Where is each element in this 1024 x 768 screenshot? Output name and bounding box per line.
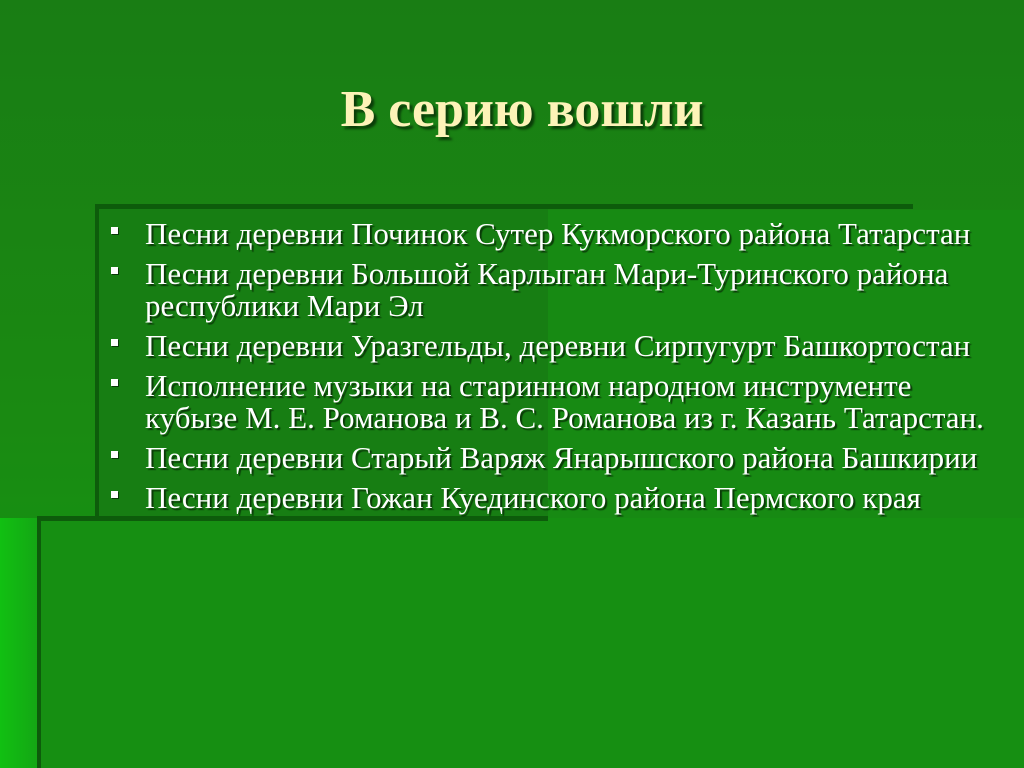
list-item-text: Песни деревни Старый Варяж Янарышского района Башкирии <box>145 440 978 475</box>
list-item <box>105 482 985 514</box>
list-item <box>105 258 985 322</box>
list-item-text: Песни деревни Большой Карлыган Мари-Туринского района республики Мари Эл <box>145 256 949 323</box>
list-item-text: Песни деревни Уразгельды, деревни Сирпугурт Башкортостан <box>145 328 971 363</box>
list-item-text: Песни деревни Гожан Куединского района Пермского края <box>145 480 921 515</box>
square-bullet-icon <box>111 379 118 386</box>
square-bullet-icon <box>111 339 118 346</box>
square-bullet-icon <box>111 227 118 234</box>
background-panel-left-strip <box>0 518 40 768</box>
list-item <box>105 442 985 474</box>
list-item <box>105 218 985 250</box>
decorative-line-top <box>96 204 913 209</box>
slide-title: В серию вошли <box>340 81 704 138</box>
square-bullet-icon <box>111 491 118 498</box>
list-item-text: Песни деревни Починок Сутер Кукморского района Татарстан <box>145 216 971 251</box>
square-bullet-icon <box>111 451 118 458</box>
list-item-text: Исполнение музыки на старинном народном инструменте кубызе М. Е. Романова и В. С. Романова из г. Казань Татарстан. <box>145 368 984 435</box>
list-item <box>105 330 985 362</box>
decorative-line-lower-left <box>37 516 41 768</box>
list-item <box>105 370 985 434</box>
square-bullet-icon <box>111 267 118 274</box>
decorative-line-left <box>95 204 99 520</box>
background-panel-lower <box>40 518 1024 768</box>
bullet-list <box>105 218 985 522</box>
